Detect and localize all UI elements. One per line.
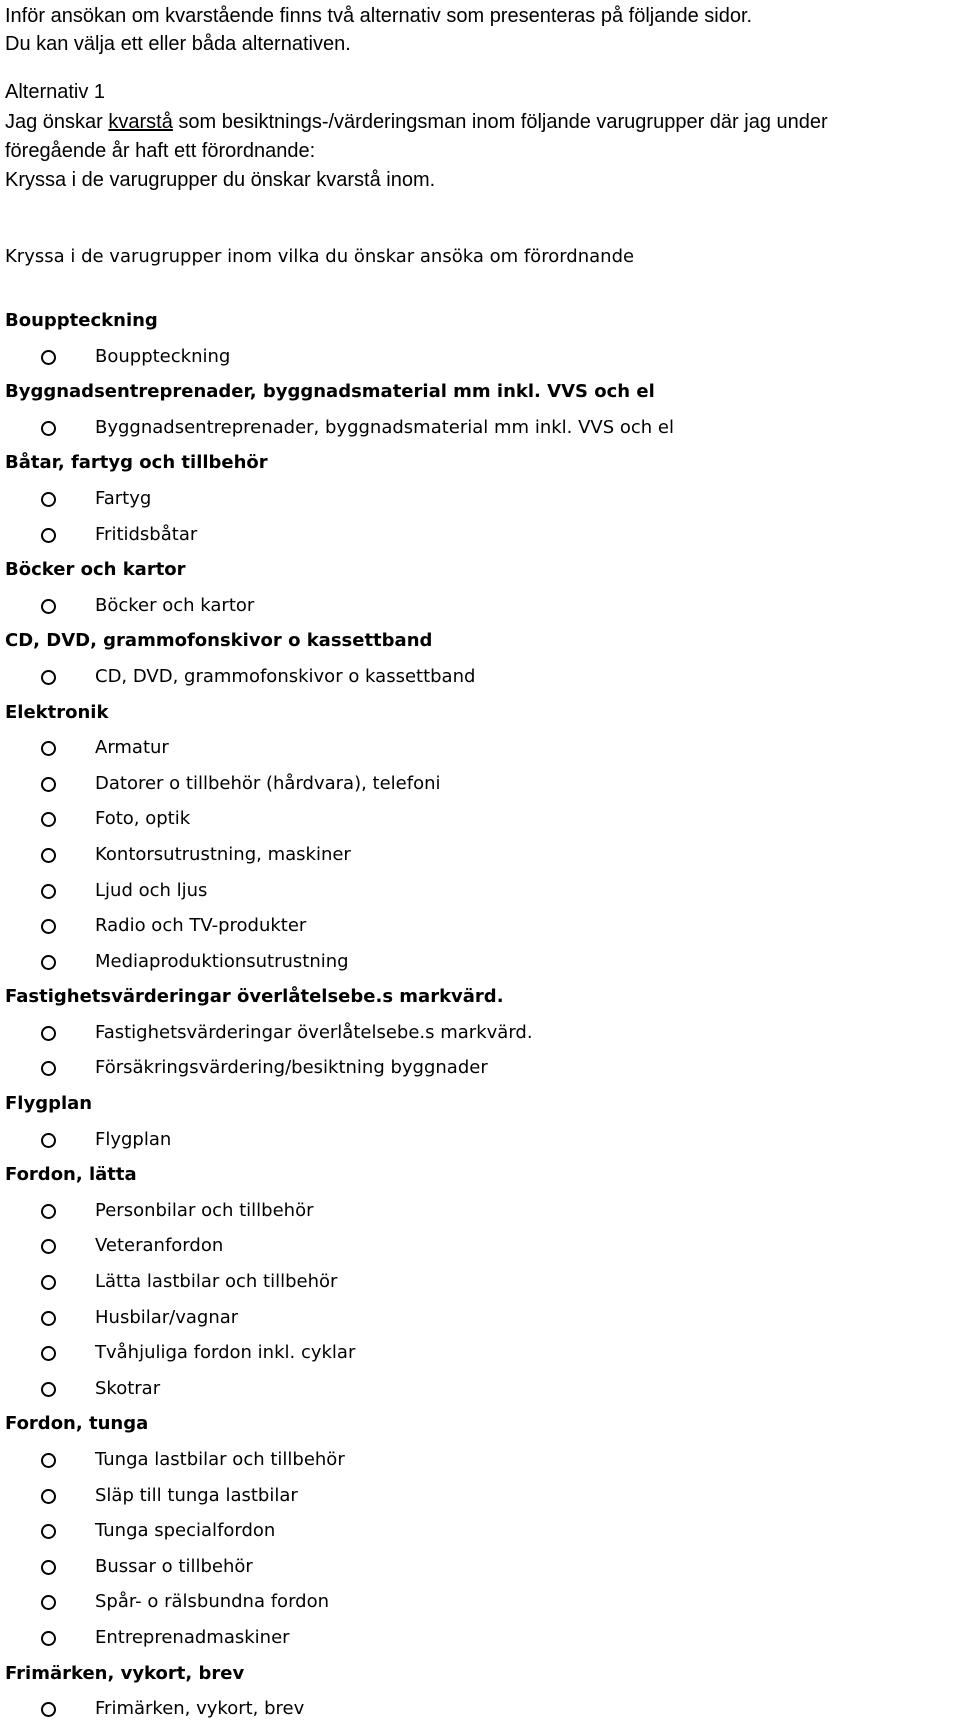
group-option[interactable] bbox=[0, 1050, 960, 1086]
radio-circle-icon[interactable] bbox=[41, 1382, 56, 1397]
option-label: Datorer o tillbehör (hårdvara), telefoni bbox=[95, 772, 441, 794]
group-option[interactable] bbox=[0, 1300, 960, 1336]
option-label: Tunga specialfordon bbox=[95, 1520, 276, 1542]
group-option[interactable] bbox=[0, 1442, 960, 1478]
group-option[interactable] bbox=[0, 944, 960, 980]
kvarsta-underlined-text: kvarstå bbox=[108, 111, 173, 133]
option-label: Försäkringsvärdering/besiktning byggnader bbox=[95, 1057, 488, 1079]
option-label: Personbilar och tillbehör bbox=[95, 1199, 314, 1221]
option-label: Böcker och kartor bbox=[95, 594, 255, 616]
selection-instruction: Kryssa i de varugrupper inom vilka du önskar ansöka om förordnande bbox=[5, 246, 635, 267]
group-heading: Fastighetsvärderingar överlåtelsebe.s markvärd. bbox=[5, 986, 504, 1008]
radio-circle-icon[interactable] bbox=[41, 1560, 56, 1575]
radio-circle-icon[interactable] bbox=[41, 1026, 56, 1041]
option-label: Kontorsutrustning, maskiner bbox=[95, 843, 351, 865]
radio-circle-icon[interactable] bbox=[41, 812, 56, 827]
group-option[interactable] bbox=[0, 1691, 960, 1727]
radio-circle-icon[interactable] bbox=[41, 1346, 56, 1361]
option-label: Frimärken, vykort, brev bbox=[95, 1698, 305, 1720]
radio-circle-icon[interactable] bbox=[41, 1631, 56, 1646]
group-option[interactable] bbox=[0, 1335, 960, 1371]
group-option[interactable] bbox=[0, 1513, 960, 1549]
option-label: Bouppteckning bbox=[95, 345, 231, 367]
radio-circle-icon[interactable] bbox=[41, 670, 56, 685]
option-label: Byggnadsentreprenader, byggnadsmaterial mm inkl. VVS och el bbox=[95, 416, 674, 438]
option-label: Husbilar/vagnar bbox=[95, 1306, 239, 1328]
group-option[interactable] bbox=[0, 1620, 960, 1656]
radio-circle-icon[interactable] bbox=[41, 919, 56, 934]
option-label: Bussar o tillbehör bbox=[95, 1555, 253, 1577]
radio-circle-icon[interactable] bbox=[41, 848, 56, 863]
radio-circle-icon[interactable] bbox=[41, 1453, 56, 1468]
option-label: Lätta lastbilar och tillbehör bbox=[95, 1271, 338, 1293]
radio-circle-icon[interactable] bbox=[41, 1595, 56, 1610]
radio-circle-icon[interactable] bbox=[41, 350, 56, 365]
alternative-line-1-start: Jag önskar bbox=[5, 111, 109, 133]
group-option[interactable] bbox=[0, 659, 960, 695]
alternative-line-1 bbox=[5, 108, 828, 136]
group-heading: Flygplan bbox=[5, 1093, 93, 1115]
radio-circle-icon[interactable] bbox=[41, 1524, 56, 1539]
option-label: Fritidsbåtar bbox=[95, 523, 198, 545]
group-option[interactable] bbox=[0, 517, 960, 553]
radio-circle-icon[interactable] bbox=[41, 1489, 56, 1504]
radio-circle-icon[interactable] bbox=[41, 421, 56, 436]
product-group-list bbox=[0, 303, 960, 1727]
option-label: Entreprenadmaskiner bbox=[95, 1626, 290, 1648]
option-label: Veteranfordon bbox=[95, 1235, 224, 1257]
group-option[interactable] bbox=[0, 339, 960, 375]
group-option[interactable] bbox=[0, 908, 960, 944]
radio-circle-icon[interactable] bbox=[41, 955, 56, 970]
radio-circle-icon[interactable] bbox=[41, 741, 56, 756]
option-label: Tvåhjuliga fordon inkl. cyklar bbox=[95, 1342, 356, 1364]
alternative-title: Alternativ 1 bbox=[5, 81, 106, 103]
group-option[interactable] bbox=[0, 1584, 960, 1620]
radio-circle-icon[interactable] bbox=[41, 1311, 56, 1326]
group-option[interactable] bbox=[0, 481, 960, 517]
option-label: Radio och TV-produkter bbox=[95, 915, 307, 937]
option-label: Tunga lastbilar och tillbehör bbox=[95, 1449, 345, 1470]
option-label: Flygplan bbox=[95, 1128, 172, 1150]
option-label: Släp till tunga lastbilar bbox=[95, 1484, 298, 1506]
option-label: Skotrar bbox=[95, 1377, 161, 1399]
option-label: Ljud och ljus bbox=[95, 879, 208, 901]
option-label: Mediaproduktionsutrustning bbox=[95, 950, 349, 972]
group-heading: Båtar, fartyg och tillbehör bbox=[5, 452, 268, 474]
radio-circle-icon[interactable] bbox=[41, 1204, 56, 1219]
alternative-line-3: Kryssa i de varugrupper du önskar kvarstå inom. bbox=[5, 169, 436, 191]
group-option[interactable] bbox=[0, 801, 960, 837]
group-option[interactable] bbox=[0, 1122, 960, 1158]
radio-circle-icon[interactable] bbox=[41, 1133, 56, 1148]
option-label: Foto, optik bbox=[95, 808, 191, 830]
group-heading: Elektronik bbox=[5, 701, 109, 723]
group-option[interactable] bbox=[0, 1015, 960, 1051]
radio-circle-icon[interactable] bbox=[41, 599, 56, 614]
radio-circle-icon[interactable] bbox=[41, 492, 56, 507]
group-option[interactable] bbox=[0, 837, 960, 873]
intro-line-1: Inför ansökan om kvarstående finns två alternativ som presenteras på följande sidor. bbox=[5, 5, 753, 27]
option-label: Fartyg bbox=[95, 487, 152, 509]
group-option[interactable] bbox=[0, 1371, 960, 1407]
option-label: CD, DVD, grammofonskivor o kassettband bbox=[95, 665, 476, 687]
radio-circle-icon[interactable] bbox=[41, 1061, 56, 1076]
group-heading: Fordon, lätta bbox=[5, 1164, 137, 1186]
intro-line-2: Du kan välja ett eller båda alternativen. bbox=[5, 33, 351, 55]
group-heading: Frimärken, vykort, brev bbox=[5, 1662, 245, 1684]
option-label: Fastighetsvärderingar överlåtelsebe.s markvärd. bbox=[95, 1021, 533, 1043]
group-option[interactable] bbox=[0, 873, 960, 909]
group-heading: CD, DVD, grammofonskivor o kassettband bbox=[5, 630, 433, 652]
option-label: Spår- o rälsbundna fordon bbox=[95, 1591, 329, 1613]
group-option[interactable] bbox=[0, 410, 960, 446]
radio-circle-icon[interactable] bbox=[41, 884, 56, 899]
group-option[interactable] bbox=[0, 1193, 960, 1229]
alternative-line-2: föregående år haft ett förordnande: bbox=[5, 140, 316, 162]
group-option[interactable] bbox=[0, 588, 960, 624]
group-heading: Byggnadsentreprenader, byggnadsmaterial mm inkl. VVS och el bbox=[5, 381, 655, 403]
alternative-line-1-end: som besiktnings-/värderingsman inom följande varugrupper där jag under bbox=[172, 111, 828, 133]
radio-circle-icon[interactable] bbox=[41, 528, 56, 543]
group-option[interactable] bbox=[0, 1478, 960, 1514]
group-option[interactable] bbox=[0, 1264, 960, 1300]
group-heading: Bouppteckning bbox=[5, 310, 158, 331]
group-heading: Fordon, tunga bbox=[5, 1413, 149, 1435]
group-option[interactable] bbox=[0, 1228, 960, 1264]
group-heading: Böcker och kartor bbox=[5, 559, 186, 581]
radio-circle-icon[interactable] bbox=[41, 1702, 56, 1717]
group-option[interactable] bbox=[0, 730, 960, 766]
option-label: Armatur bbox=[95, 737, 169, 759]
group-option[interactable] bbox=[0, 1549, 960, 1585]
radio-circle-icon[interactable] bbox=[41, 777, 56, 792]
group-option[interactable] bbox=[0, 766, 960, 802]
radio-circle-icon[interactable] bbox=[41, 1239, 56, 1254]
radio-circle-icon[interactable] bbox=[41, 1275, 56, 1290]
